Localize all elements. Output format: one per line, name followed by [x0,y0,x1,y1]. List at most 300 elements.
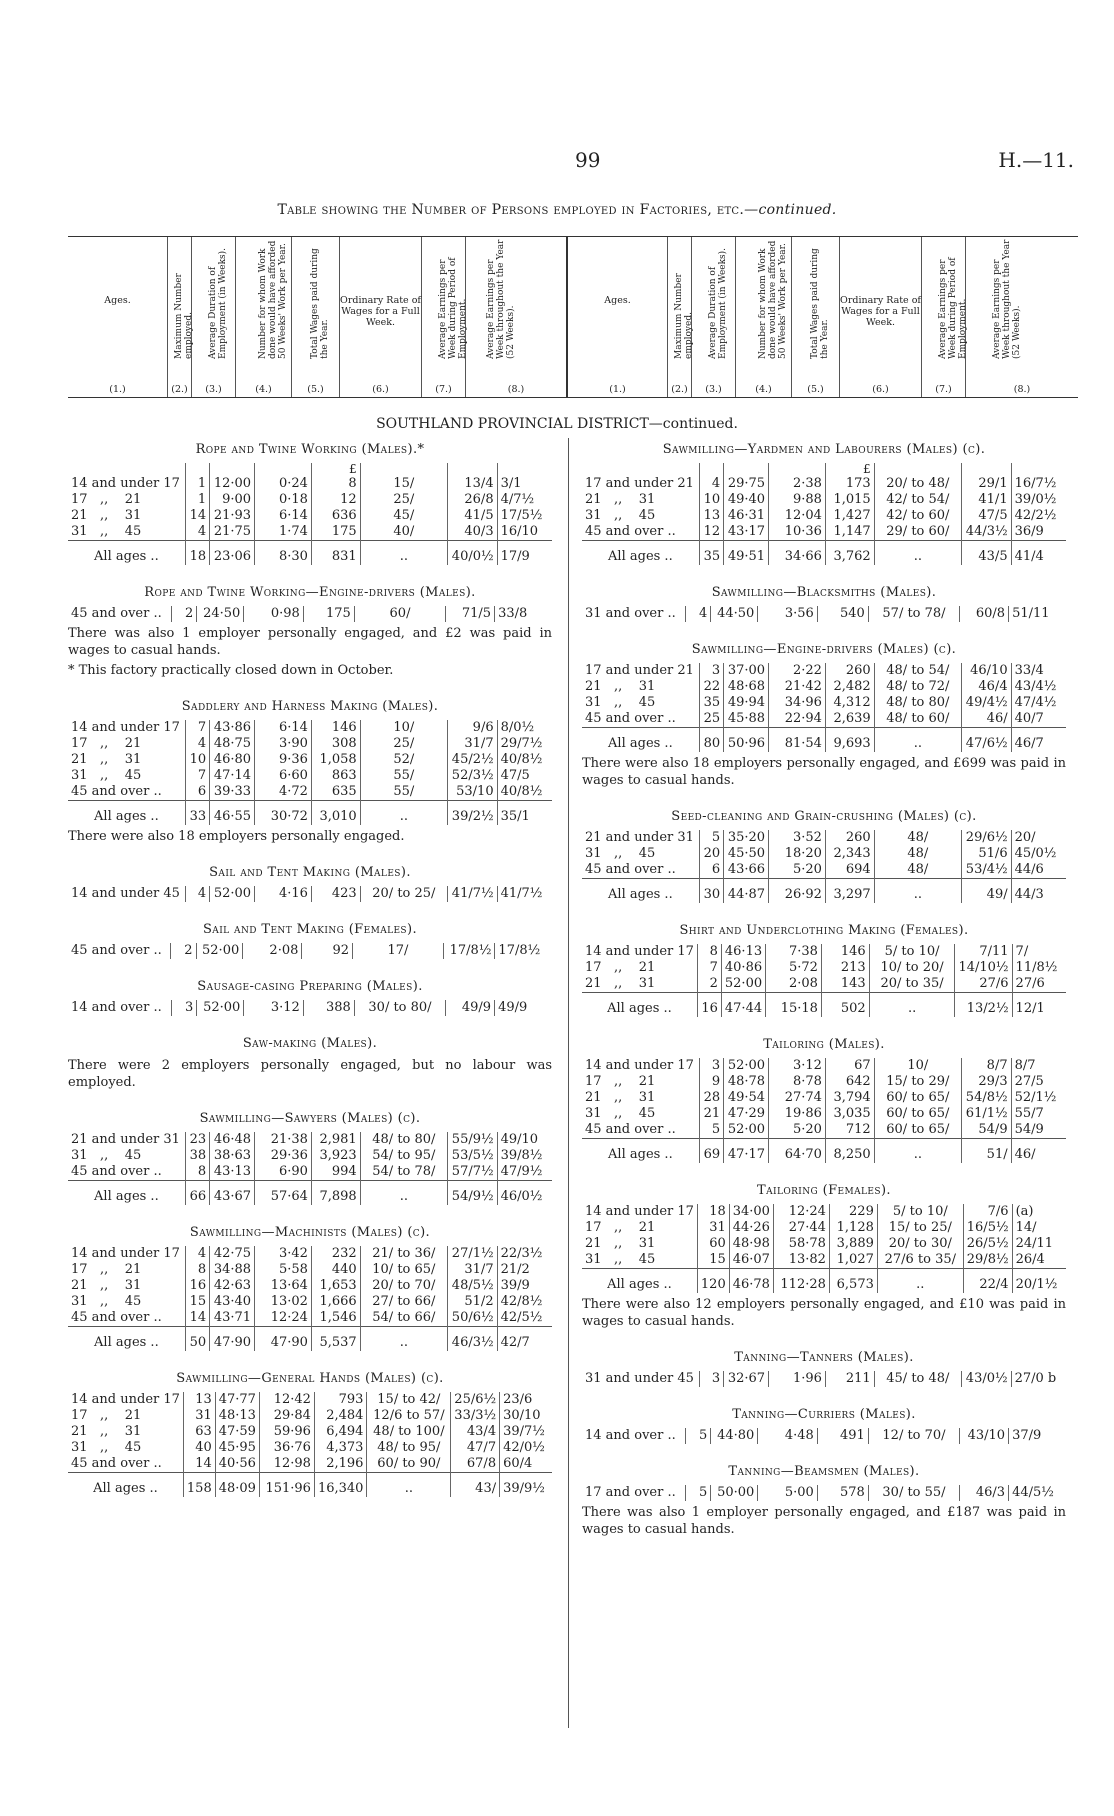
data-table [68,1246,552,1351]
table-cell: 71/5 [446,606,495,622]
total-cell: 54/9½ [448,1181,498,1206]
table-cell: 50·00 [711,1485,758,1501]
total-cell: 9,693 [825,728,874,753]
total-cell: 6,573 [829,1269,877,1294]
total-cell: 44·87 [724,879,769,904]
section-tanning-curriers-males [582,1407,1066,1444]
total-row [582,879,1066,904]
total-cell: 18 [185,541,209,566]
table-cell: 24·50 [197,606,244,622]
table-cell: 17/8½ [443,943,495,959]
table-row [582,830,1066,846]
section-note: There was also 1 employer personally engaged, and £2 was paid in wages to casual hands. [68,626,552,658]
section-tanning-tanners-males [582,1350,1066,1387]
table-cell: 31 ,, 45 [582,695,699,711]
table-cell: 20 [699,846,723,862]
table-cell: 13 [699,508,723,524]
table-cell: 41/7½ [500,886,543,901]
table-cell: 9·00 [210,492,255,508]
table-cell: 49/9 [446,1000,495,1016]
header-ages [68,237,168,397]
section-sawmilling-sawyers-males-c [68,1111,552,1205]
table-cell: 4/7½ [500,492,535,507]
table-cell: 43·17 [724,524,769,541]
table-cell: 4,373 [314,1440,367,1456]
table-cell: 49/4½ [962,695,1012,711]
data-table [68,1392,552,1497]
total-cell: 3,762 [825,541,874,566]
header-total-wages [292,237,340,397]
total-cell: 5,537 [311,1327,360,1352]
table-cell: 12/ to 70/ [868,1428,959,1444]
data-table [68,943,552,959]
total-cell: All ages .. [582,993,697,1018]
table-cell: 42/ to 60/ [874,508,961,524]
table-cell: 48/ to 80/ [874,695,961,711]
table-cell: 34·88 [210,1262,255,1278]
total-cell: 8,250 [825,1139,874,1164]
unit-row [582,463,1066,476]
table-cell: 6·90 [255,1164,312,1181]
table-cell: 4·72 [255,784,312,801]
total-cell: 46·78 [729,1269,773,1294]
table-cell: 14 [185,508,209,524]
table-cell: 52·00 [721,976,765,993]
table-cell: 60/ to 65/ [874,1090,961,1106]
table-cell: 15 [697,1252,729,1269]
table-cell: 1,128 [829,1220,877,1236]
table-cell: 24/11 [1015,1236,1054,1251]
total-cell: 43/5 [962,541,1012,566]
table-cell: 17 ,, 21 [582,1074,699,1090]
section-title: Tanning—Curriers (Males). [732,1407,916,1422]
table-row [68,1278,552,1294]
table-row [582,476,1066,492]
data-table [582,663,1066,752]
unit-cell [874,463,961,476]
data-table [582,1204,1066,1293]
table-cell: 45/ [360,508,447,524]
total-cell: 502 [821,993,869,1018]
table-cell: 31/7 [448,736,498,752]
table-cell: 27/6 [955,976,1012,993]
table-cell: 43/10 [960,1428,1009,1444]
unit-cell [68,463,185,476]
table-cell: 42·75 [210,1246,255,1262]
table-cell: 2 [171,943,196,959]
total-cell: 50·96 [724,728,769,753]
table-cell: 36·76 [259,1440,314,1456]
table-cell: 34·00 [729,1204,773,1220]
section-title: Rope and Twine Working (Males).* [195,442,425,457]
header-num: (2.) [171,384,188,395]
table-cell: 67/8 [451,1456,500,1473]
total-cell: 39/2½ [448,801,498,826]
table-cell: 1,653 [311,1278,360,1294]
unit-cell [185,463,209,476]
table-cell: 49·54 [724,1090,769,1106]
table-cell: 5·58 [255,1262,312,1278]
section-tailoring-females [582,1183,1066,1330]
table-cell: 12·24 [255,1310,312,1327]
table-cell: 47·59 [215,1424,259,1440]
header-max-employed [168,237,192,397]
header-ordinary-rate-label: Ordinary Rate of Wages for a Full Week. [340,295,421,328]
table-row [68,1132,552,1148]
table-cell: 13·82 [773,1252,829,1269]
table-cell: 6 [185,784,209,801]
table-row [68,492,552,508]
section-note: * This factory practically closed down in October. [68,663,394,678]
table-cell: 22·94 [769,711,826,728]
table-cell: 17 ,, 21 [68,1262,185,1278]
total-cell: 48·09 [215,1473,259,1498]
total-cell: 49/ [962,879,1012,904]
table-row [582,1371,1066,1387]
table-cell: 48·98 [729,1236,773,1252]
section-sawmilling-machinists-males-c [68,1225,552,1351]
table-row [68,1148,552,1164]
table-cell: 1,666 [311,1294,360,1310]
table-cell: 48·13 [215,1408,259,1424]
table-cell: 3 [699,1371,723,1387]
table-cell: 31 ,, 45 [68,768,185,784]
table-cell: 48·78 [724,1074,769,1090]
table-cell: 48/ [874,862,961,879]
total-cell: 64·70 [769,1139,826,1164]
table-cell: 793 [314,1392,367,1408]
table-cell: 52/3½ [448,768,498,784]
total-cell: All ages .. [68,541,185,566]
table-cell: 1,147 [825,524,874,541]
table-cell: 14/10½ [955,960,1012,976]
table-cell: 60/ to 90/ [367,1456,451,1473]
table-cell: 60/8 [960,606,1009,622]
table-cell: 31 ,, 45 [68,1294,185,1310]
table-cell: 43·13 [210,1164,255,1181]
table-cell: 45 and over .. [68,1164,185,1181]
header-avg-earnings-year [966,237,1078,397]
table-cell: 31 and under 45 [582,1371,699,1387]
header-num: (3.) [205,384,222,395]
table-cell: 0·98 [244,606,304,622]
table-cell: 45 and over .. [68,784,185,801]
table-cell: 51/2 [448,1294,498,1310]
section-title: Tanning—Tanners (Males). [734,1350,914,1365]
total-cell: All ages .. [582,1269,697,1294]
table-cell: 4 [699,476,723,492]
right-column [582,438,1066,1558]
total-row [68,801,552,826]
header-num: (5.) [307,384,324,395]
section-sausage-casing-preparing-males [68,979,552,1016]
table-cell: 12/6 to 57/ [367,1408,451,1424]
table-row [582,1106,1066,1122]
table-cell: 39/8½ [500,1148,543,1163]
table-cell: 55/7 [1014,1106,1044,1121]
total-cell: 57·64 [255,1181,312,1206]
table-cell: 5 [685,1485,711,1501]
table-row [68,508,552,524]
table-row [582,606,1066,622]
table-row [68,1392,552,1408]
page-number: 99 [575,148,601,172]
table-cell: 29/7½ [500,736,543,751]
table-cell: 45 and over .. [582,524,699,541]
table-row [582,492,1066,508]
table-cell: 47/5 [500,768,530,783]
header-num: (6.) [372,384,389,395]
table-cell: 45·50 [724,846,769,862]
total-cell: 23·06 [210,541,255,566]
table-cell: 20/ to 70/ [360,1278,447,1294]
table-cell: 31 ,, 45 [582,1106,699,1122]
header-num: (8.) [1013,384,1031,395]
table-cell: 43·86 [210,720,255,736]
table-cell: 52/1½ [1014,1090,1057,1105]
section-title: Shirt and Underclothing Making (Females). [679,923,969,938]
table-cell: 15/ to 25/ [877,1220,963,1236]
total-cell: 49·51 [724,541,769,566]
total-row [582,1139,1066,1164]
total-cell: All ages .. [582,541,699,566]
table-cell: 4 [685,606,711,622]
total-cell: 33 [185,801,209,826]
table-cell: 40/8½ [500,752,543,767]
total-cell: 46/7 [1011,728,1066,753]
section-title: Sausage-casing Preparing (Males). [197,979,423,994]
table-cell: 42/0½ [503,1440,545,1455]
table-cell: 1 [185,492,209,508]
table-cell: 540 [817,606,868,622]
total-cell: 30·72 [255,801,312,826]
table-cell: 17 ,, 21 [68,492,185,508]
table-cell: 55/ [360,768,447,784]
table-cell: 21 ,, 31 [68,752,185,768]
unit-cell [255,463,312,476]
total-cell: 7,898 [311,1181,360,1206]
table-cell: 21 ,, 31 [582,679,699,695]
table-row [68,524,552,541]
table-cell: 48/5½ [448,1278,498,1294]
table-cell: 46/3 [960,1485,1009,1501]
table-cell: 12·00 [210,476,255,492]
table-row [68,1310,552,1327]
table-row [582,1090,1066,1106]
total-cell: 46·55 [210,801,255,826]
district-heading: SOUTHLAND PROVINCIAL DISTRICT—continued. [376,416,738,432]
table-cell: 45 and over .. [68,943,171,959]
total-cell: 47·90 [255,1327,312,1352]
table-cell: 6·60 [255,768,312,784]
table-cell: 49/10 [500,1132,539,1147]
header-num: (7.) [935,384,952,395]
table-cell: 21·42 [769,679,826,695]
unit-cell: £ [825,463,874,476]
table-cell: 8/0½ [500,720,535,735]
table-cell: 20/ to 30/ [877,1236,963,1252]
table-cell: 54/ to 95/ [360,1148,447,1164]
table-cell: 14 and over .. [582,1428,685,1444]
table-cell: 46·48 [210,1132,255,1148]
table-cell: 14 and under 45 [68,886,185,902]
table-cell: 45 and over .. [68,1310,185,1327]
table-cell: 40/8½ [500,784,543,799]
total-cell: .. [869,993,955,1018]
table-cell: 23 [185,1132,209,1148]
total-cell: .. [874,879,961,904]
section-saddlery-and-harness-making-males [68,699,552,845]
table-cell: 45/ to 48/ [874,1371,961,1387]
table-cell: 308 [311,736,360,752]
header-avg-earnings-year-label: Average Earnings per Week throughout the Year (52 Weeks). [992,239,1022,359]
header-ages-label: Ages. [104,295,131,306]
table-row [68,1440,552,1456]
table-cell: 1,058 [311,752,360,768]
table-cell: 8 [697,944,721,960]
table-cell: 2 [697,976,721,993]
table-cell: 863 [311,768,360,784]
table-cell: 31 ,, 45 [582,846,699,862]
header-avg-duration [692,237,736,397]
table-cell: 57/ to 78/ [868,606,959,622]
table-cell: 12·98 [259,1456,314,1473]
total-row [582,541,1066,566]
total-cell: 40/0½ [448,541,498,566]
table-cell: 12·24 [773,1204,829,1220]
table-cell: 14 and under 17 [68,1246,185,1262]
table-cell: 7/11 [955,944,1012,960]
table-cell: 33/3½ [451,1408,500,1424]
table-cell: 42/8½ [500,1294,543,1309]
table-cell: 0·18 [255,492,312,508]
table-cell: 9·36 [255,752,312,768]
table-cell: 60 [697,1236,729,1252]
table-cell: 45 and over .. [582,862,699,879]
table-cell: 40·86 [721,960,765,976]
table-cell: 29/ to 60/ [874,524,961,541]
table-cell: 33/4 [1014,663,1044,678]
table-cell: 12 [311,492,360,508]
table-cell: 13·64 [255,1278,312,1294]
table-cell: 47·77 [215,1392,259,1408]
table-cell: 39·33 [210,784,255,801]
table-cell: 15/ to 42/ [367,1392,451,1408]
table-cell: 67 [825,1058,874,1074]
table-cell: 46·07 [729,1252,773,1269]
data-table [68,463,552,565]
table-cell: 9/6 [448,720,498,736]
table-cell: 52/ [360,752,447,768]
total-cell: 43/ [451,1473,500,1498]
table-cell: 45/2½ [448,752,498,768]
table-cell: 18·20 [769,846,826,862]
table-cell: 45·95 [215,1440,259,1456]
table-cell: 11/8½ [1015,960,1058,975]
table-row [582,1058,1066,1074]
table-cell: 20/ to 25/ [360,886,447,902]
table-row [68,886,552,902]
table-cell: 21 ,, 31 [68,1278,185,1294]
table-cell: 14 [185,1310,209,1327]
table-cell: 7·38 [766,944,822,960]
section-note: There were also 18 employers personally engaged, and £699 was paid in wages to casual hands. [582,756,1066,788]
header-ages-label: Ages. [604,295,631,306]
table-cell: 4 [185,524,209,541]
table-cell: 27/6 to 35/ [877,1252,963,1269]
table-cell: 44·50 [711,606,758,622]
table-cell: 21/ to 36/ [360,1246,447,1262]
header-max-employed [668,237,692,397]
total-cell: 81·54 [769,728,826,753]
table-cell: 43·66 [724,862,769,879]
table-cell: 28 [699,1090,723,1106]
total-cell: 41/4 [1011,541,1066,566]
column-header-block [68,236,1078,398]
section-title: Tailoring (Males). [763,1037,885,1052]
unit-cell [962,463,1012,476]
table-cell: 41/7½ [448,886,498,902]
table-cell: 48/ to 80/ [360,1132,447,1148]
section-sawmilling-yardmen-and-labourers-males-c [582,442,1066,565]
table-cell: 42·63 [210,1278,255,1294]
table-cell: 27/5 [1014,1074,1044,1089]
total-cell: 12/1 [1012,993,1066,1018]
table-cell: 5 [699,830,723,846]
total-cell: .. [874,541,961,566]
table-cell: 12·42 [259,1392,314,1408]
table-row [582,1122,1066,1139]
table-row [582,1485,1066,1501]
section-title: Tailoring (Females). [757,1183,891,1198]
table-cell: 40·56 [215,1456,259,1473]
table-cell: 55/ [360,784,447,801]
data-table [582,1428,1066,1444]
table-cell: 47/4½ [1014,695,1057,710]
table-cell: 18 [697,1204,729,1220]
header-avg-duration-label: Average Duration of Employment (in Weeks). [207,247,228,359]
table-cell: 47·14 [210,768,255,784]
total-cell: 13/2½ [955,993,1012,1018]
table-cell: 211 [825,1371,874,1387]
table-cell: 17 and under 21 [582,663,699,679]
table-cell: 25/ [360,492,447,508]
table-cell: 48/ [874,830,961,846]
table-cell: 7 [185,720,209,736]
table-row [68,943,552,959]
table-cell: 2,196 [314,1456,367,1473]
table-row [68,1000,552,1016]
table-cell: 44/6 [1014,862,1044,877]
table-cell: 45/0½ [1014,846,1057,861]
table-cell: 48/ to 54/ [874,663,961,679]
table-cell: 175 [303,606,354,622]
table-cell: 9 [699,1074,723,1090]
total-cell: All ages .. [68,801,185,826]
table-row [582,944,1066,960]
table-cell: 3·12 [769,1058,826,1074]
total-cell: 69 [699,1139,723,1164]
table-cell: 10·36 [769,524,826,541]
table-cell: 21 ,, 31 [68,508,185,524]
table-cell: 21/2 [500,1262,530,1277]
total-cell: All ages .. [68,1473,183,1498]
table-cell: 31 ,, 45 [68,1440,183,1456]
table-cell: 54/9 [1014,1122,1044,1137]
section-shirt-and-underclothing-making-females [582,923,1066,1017]
table-row [68,752,552,768]
header-avg-earnings-employment [922,237,966,397]
